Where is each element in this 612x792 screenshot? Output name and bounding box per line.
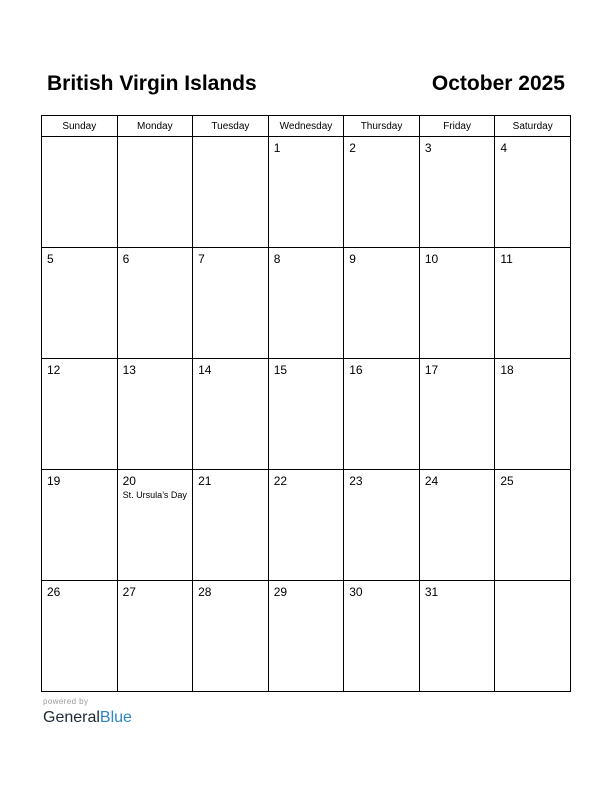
day-number: 10 xyxy=(424,252,439,266)
week-row-2 xyxy=(42,248,571,359)
day-number xyxy=(118,137,193,141)
day-cell xyxy=(344,359,420,470)
weekday-sunday: Sunday xyxy=(42,116,118,137)
day-cell xyxy=(495,359,571,470)
day-cell xyxy=(268,137,344,248)
week-row-1 xyxy=(42,137,571,248)
day-cell xyxy=(268,470,344,581)
day-cell xyxy=(268,359,344,470)
day-cell xyxy=(344,581,420,692)
day-number: 19 xyxy=(47,474,61,488)
day-cell xyxy=(117,470,193,581)
day-cell xyxy=(193,470,269,581)
day-number xyxy=(495,581,570,585)
day-number: 21 xyxy=(198,474,212,488)
day-number: 16 xyxy=(349,363,363,377)
day-cell xyxy=(419,581,495,692)
day-cell xyxy=(344,137,420,248)
day-number: 29 xyxy=(273,585,288,599)
day-number xyxy=(193,137,268,141)
day-cell xyxy=(495,470,571,581)
day-cell xyxy=(344,248,420,359)
day-cell xyxy=(495,581,571,692)
weekday-header-row xyxy=(42,116,571,137)
day-number: 3 xyxy=(424,141,432,155)
day-cell xyxy=(117,581,193,692)
weekday-saturday: Saturday xyxy=(495,116,571,137)
day-number: 6 xyxy=(122,252,130,266)
day-cell xyxy=(193,137,269,248)
weekday-tuesday: Tuesday xyxy=(193,116,269,137)
generalblue-logo xyxy=(43,708,132,728)
day-cell xyxy=(344,470,420,581)
day-number: 7 xyxy=(198,252,205,266)
day-cell xyxy=(419,248,495,359)
day-number: 12 xyxy=(47,363,61,377)
day-number: 24 xyxy=(424,474,439,488)
day-cell xyxy=(42,248,118,359)
day-cell xyxy=(42,359,118,470)
day-cell xyxy=(495,137,571,248)
brand-general-text: General xyxy=(43,709,100,726)
day-cell xyxy=(42,581,118,692)
day-cell xyxy=(117,137,193,248)
day-cell xyxy=(495,248,571,359)
weekday-monday: Monday xyxy=(117,116,193,137)
day-number: 20 xyxy=(122,474,136,488)
region-title: British Virgin Islands xyxy=(47,72,257,95)
day-number: 11 xyxy=(500,252,513,266)
day-cell xyxy=(419,359,495,470)
month-year-title: October 2025 xyxy=(431,72,565,95)
day-cell xyxy=(268,581,344,692)
day-number: 22 xyxy=(273,474,288,488)
weekday-friday: Friday xyxy=(419,116,495,137)
day-number: 8 xyxy=(273,252,281,266)
day-cell xyxy=(193,248,269,359)
month-calendar-grid xyxy=(41,115,571,692)
powered-by-text: powered by xyxy=(43,697,89,706)
day-number: 13 xyxy=(122,363,136,377)
day-cell xyxy=(193,581,269,692)
day-number: 27 xyxy=(122,585,136,599)
day-cell xyxy=(117,359,193,470)
day-cell xyxy=(42,470,118,581)
day-cell xyxy=(419,470,495,581)
day-number: 4 xyxy=(500,141,508,155)
week-row-4 xyxy=(42,470,571,581)
day-number: 31 xyxy=(424,585,439,599)
day-number: 14 xyxy=(198,363,212,377)
footer-branding xyxy=(43,697,132,728)
day-cell xyxy=(268,248,344,359)
weekday-wednesday: Wednesday xyxy=(268,116,344,137)
day-number: 18 xyxy=(500,363,514,377)
brand-blue-text: Blue xyxy=(99,709,132,726)
weekday-thursday: Thursday xyxy=(344,116,420,137)
day-number: 1 xyxy=(273,141,281,155)
week-row-5 xyxy=(42,581,571,692)
holiday-label: St. Ursula’s Day xyxy=(122,490,187,500)
calendar-header xyxy=(41,70,571,100)
day-number: 9 xyxy=(349,252,356,266)
day-number: 23 xyxy=(349,474,363,488)
day-number: 25 xyxy=(500,474,514,488)
day-number xyxy=(42,137,117,141)
day-cell xyxy=(193,359,269,470)
day-number: 15 xyxy=(273,363,288,377)
day-number: 26 xyxy=(47,585,61,599)
day-number: 5 xyxy=(47,252,54,266)
day-number: 30 xyxy=(349,585,363,599)
day-number: 17 xyxy=(424,363,439,377)
week-row-3 xyxy=(42,359,571,470)
day-number: 28 xyxy=(198,585,212,599)
day-cell xyxy=(419,137,495,248)
day-number: 2 xyxy=(349,141,356,155)
day-cell xyxy=(117,248,193,359)
day-cell xyxy=(42,137,118,248)
